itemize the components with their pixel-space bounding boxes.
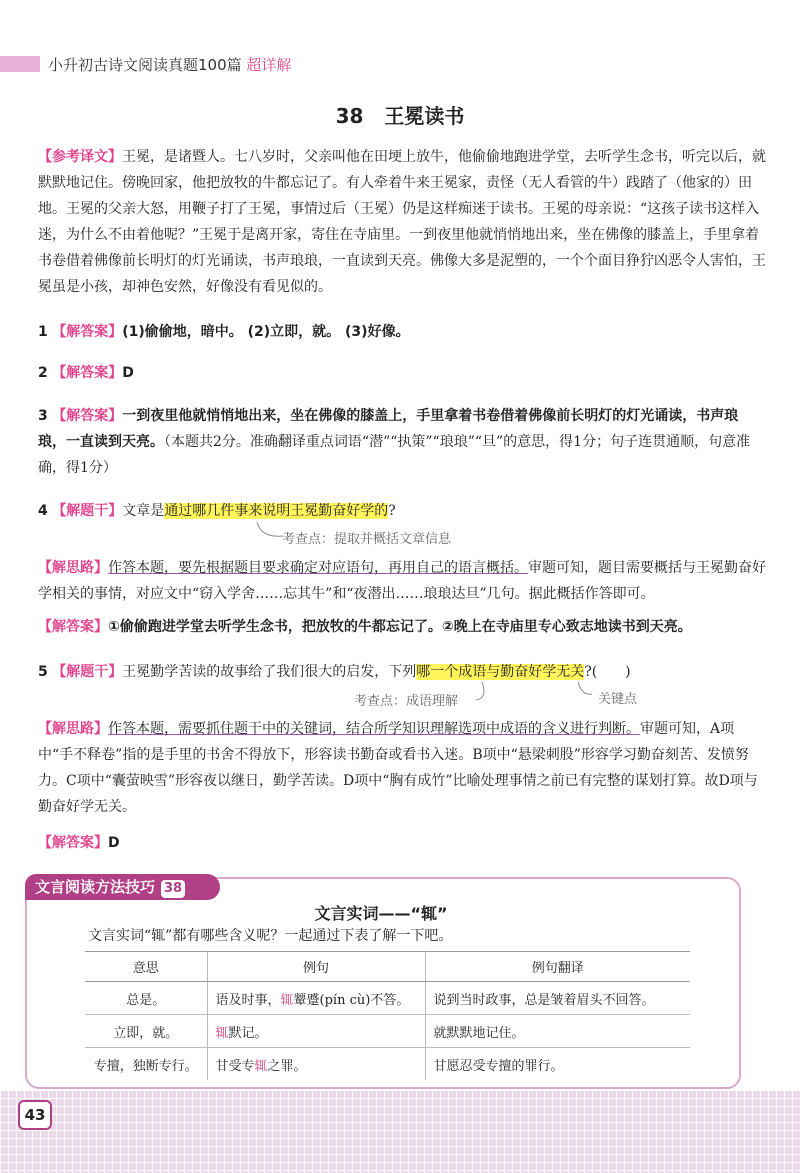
translation-tag: 【参考译文】	[38, 149, 122, 165]
translation-text: 王冕，是诸暨人。七八岁时，父亲叫他在田埂上放牛，他偷偷地跑进学堂，去听学生念书，听完以后，就默默地记住。傍晚回家，他把放牧的牛都忘记了。有人牵着牛来王冕家，责怪（无人看管的牛）践踏了（他家的）田地。王冕的父亲大怒，用鞭子打了王冕，事情过后（王冕）仍是这样痴迷于读书。王冕的母亲说：“这孩子读书这样入迷，为什么不由着他呢？”王冕于是离开家，寄住在寺庙里。一到夜里他就悄悄地出来，坐在佛像的膝盖上，手里拿着书卷借着佛像前长明灯的灯光诵读，书声琅琅，一直读到天亮。佛像大多是泥塑的，一个个面目狰狞凶恶令人害怕，王冕虽是小孩，却神色安然，好像没有看见似的。	[38, 149, 766, 295]
table-header: 例句翻译	[425, 952, 690, 982]
q5-keyword-note: 关键点	[598, 692, 638, 707]
q5-point-arrows	[474, 680, 594, 708]
lesson-title: 王冕读书	[384, 104, 465, 128]
q4-highlight: 通过哪几件事来说明王冕勤奋好学的	[164, 503, 389, 519]
tips-intro: 文言实词“辄”都有哪些含义呢？一起通过下表了解一下吧。	[88, 928, 453, 944]
question-4-answer: 【解答案】①偷偷跑进学堂去听学生念书，把放牧的牛都忘记了。②晚上在寺庙里专心致志地读书到天亮。	[38, 619, 692, 635]
question-4-idea: 【解思路】作答本题，要先根据题目要求确定对应语句，再用自己的语言概括。审题可知，题目需要概括与王冕勤奋好学相关的事情，对应文中“窃入学舍……忘其牛”和“夜潜出……琅琅达旦”几句。据此概括作答即可。	[38, 560, 766, 602]
answer-1: 1 【解答案】(1)偷偷地，暗中。 (2)立即，就。 (3)好像。	[38, 324, 410, 340]
answer-2: 2 【解答案】D	[38, 365, 134, 381]
gloss-table	[85, 951, 690, 1080]
footer-grid	[0, 1090, 800, 1173]
answer-3: 3 【解答案】一到夜里他就悄悄地出来，坐在佛像的膝盖上，手里拿着书卷借着佛像前长明灯的灯光诵读，书声琅琅，一直读到天亮。（本题共2分。准确翻译重点词语“潜”“执策”“琅琅”“旦”的意思，得1分；句子连贯通顺，句意准确，得1分）	[38, 408, 751, 476]
table-row: 立即，就。 辄默记。 就默默地记住。	[85, 1015, 690, 1048]
tips-title: 文言实词——“辄”	[314, 904, 448, 923]
lesson-heading	[0, 100, 800, 129]
q5-point-note: 考查点：成语理解	[354, 694, 459, 709]
lesson-number: 38	[335, 104, 364, 128]
tips-tab: 文言阅读方法技巧 38	[25, 874, 220, 900]
question-5-idea: 【解思路】作答本题，需要抓住题干中的关键词，结合所学知识理解选项中成语的含义进行判断。审题可知，A项中“手不释卷”指的是手里的书舍不得放下，形容读书勤奋或看书入迷。B项中“悬梁刺股”形容学习勤奋刻苦、发愤努力。C项中“囊萤映雪”形容夜以继日，勤学苦读。D项中“胸有成竹”比喻处理事情之前已有完整的谋划打算。故D项与勤奋好学无关。	[38, 721, 758, 815]
header-band	[0, 52, 800, 76]
question-4-stem: 4 【解题干】文章是通过哪几件事来说明王冕勤奋好学的?	[38, 503, 396, 519]
table-row: 专擅，独断专行。 甘受专辄之罪。 甘愿忍受专擅的罪行。	[85, 1048, 690, 1081]
page-number: 43	[18, 1100, 52, 1130]
table-row: 总是。 语及时事，辄颦蹙(pín cù)不答。 说到当时政事，总是皱着眉头不回答。	[85, 982, 690, 1015]
q4-point-arrow	[255, 520, 285, 542]
translation-paragraph	[38, 144, 766, 300]
question-5-answer: 【解答案】D	[38, 835, 120, 851]
table-header: 意思	[85, 952, 207, 982]
header-strip	[0, 56, 40, 72]
q4-point-note: 考查点：提取并概括文章信息	[282, 532, 452, 547]
q5-highlight: 哪一个成语与勤奋好学无关	[416, 664, 585, 680]
book-title: 小升初古诗文阅读真题100篇 超详解	[48, 56, 292, 74]
answer-3-note: （本题共2分。准确翻译重点词语“潜”“执策”“琅琅”“旦”的意思，得1分；句子连贯通顺，句意准确，得1分）	[38, 434, 751, 476]
book-subtitle: 超详解	[246, 56, 292, 74]
question-5-stem: 5 【解题干】王冕勤学苦读的故事给了我们很大的启发，下列哪一个成语与勤奋好学无关?( )	[38, 664, 631, 680]
tips-badge: 38	[161, 880, 185, 898]
table-header: 例句	[207, 952, 425, 982]
